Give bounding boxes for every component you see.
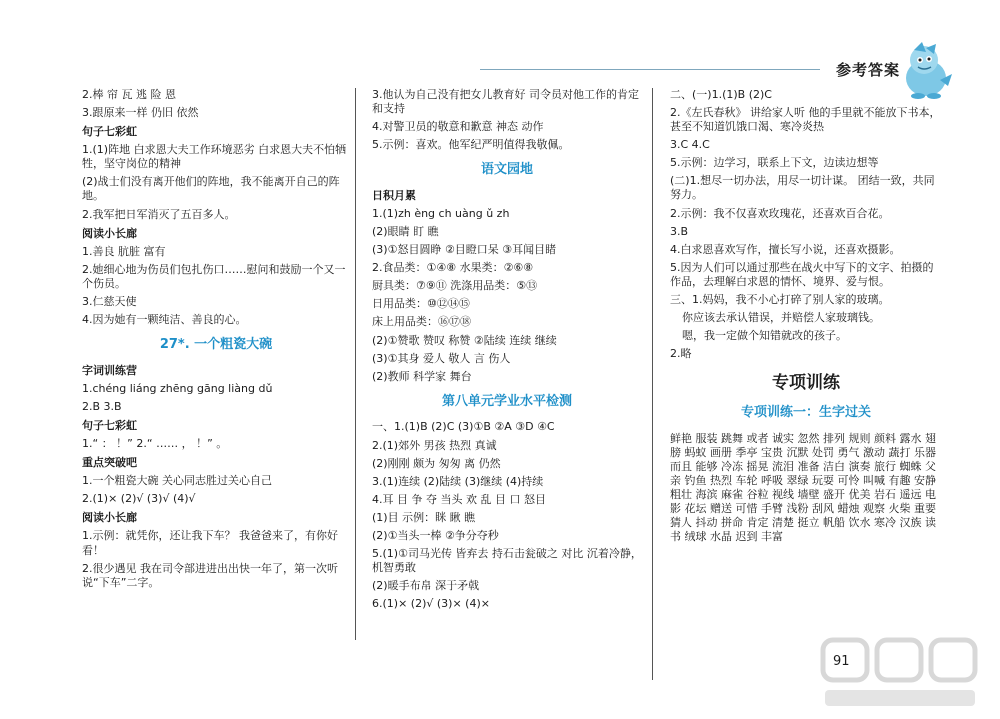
section-heading: 第八单元学业水平检测 bbox=[441, 393, 572, 409]
answer-line: 6.(1)× (2)√ (3)× (4)× bbox=[372, 597, 490, 611]
answer-line: (2)战士们没有离开他们的阵地，我不能离开自己的阵地。 bbox=[82, 175, 340, 203]
answer-line: 3.跟原来一样 仍旧 依然 bbox=[82, 106, 199, 120]
answer-line: 三、1.妈妈，我不小心打碎了别人家的玻璃。 bbox=[670, 292, 890, 306]
section-heading: 专项训练 bbox=[772, 373, 840, 394]
answer-column-1 bbox=[82, 88, 350, 594]
answer-line: 1.善良 肮脏 富有 bbox=[82, 244, 166, 258]
answer-line: 床上用品类：⑯⑰⑱ bbox=[372, 315, 471, 329]
answer-line: (2)暖手布帛 深于矛戟 bbox=[372, 579, 480, 593]
answer-line: 1.“ ： ！” 2.“ …… ， ！” 。 bbox=[82, 437, 228, 451]
subsection-heading: 阅读小长廊 bbox=[82, 226, 137, 240]
answer-line: 4.耳 目 争 夺 当头 欢 乱 目 口 怒目 bbox=[372, 492, 546, 506]
answer-line: 5.示例：喜欢。他军纪严明值得我敬佩。 bbox=[372, 138, 570, 152]
answer-line: (2)①当头一棒 ②争分夺秒 bbox=[372, 528, 499, 542]
answer-line: 1.(1)zh èng ch uàng ǔ zh bbox=[372, 207, 510, 221]
header-rule bbox=[480, 69, 820, 70]
section-heading: 语文园地 bbox=[480, 162, 533, 178]
page-number: 91 bbox=[833, 654, 850, 669]
answer-line: 2.《左氏春秋》 讲给家人听 他的手里就不能放下书本，甚至不知道饥饿口渴、寒冷炎热 bbox=[670, 106, 941, 134]
answer-line: (2)刚刚 颇为 匆匆 离 仍然 bbox=[372, 456, 501, 470]
answer-line: 2.棒 帘 瓦 逃 险 恩 bbox=[82, 88, 176, 101]
answer-line: 3.他认为自己没有把女儿教育好 司令员对他工作的肯定和支持 bbox=[372, 88, 639, 116]
answer-line: 3.仁慈天使 bbox=[82, 294, 137, 308]
answer-line: 2.(1)郊外 男孩 热烈 真诚 bbox=[372, 438, 497, 452]
subsection-heading: 重点突破吧 bbox=[82, 456, 137, 470]
answer-line: 2.示例：我不仅喜欢玫瑰花，还喜欢百合花。 bbox=[670, 206, 890, 220]
answer-line: 2.很少遇见 我在司令部进进出出快一年了，第一次听说“下车”二字。 bbox=[82, 561, 338, 589]
answer-line: (二)1.想尽一切办法，用尽一切计谋。 团结一致，共同努力。 bbox=[670, 174, 935, 202]
answer-line: (3)①其身 爱人 敬人 言 伤人 bbox=[372, 351, 511, 365]
subsection-heading: 阅读小长廊 bbox=[82, 511, 137, 525]
answer-line: 2.B 3.B bbox=[82, 399, 122, 413]
answer-line: 一、1.(1)B (2)C (3)①B ②A ③D ④C bbox=[372, 420, 555, 434]
answer-column-3 bbox=[670, 88, 942, 548]
answer-line: 鲜艳 服装 跳舞 或者 诚实 忽然 排列 规则 颜料 露水 翅膀 蚂蚁 画册 季亭 宝贵 沉默 处罚 勇气 激动 蔬打 乐器 而且 能够 冷冻 摇晃 流泪 准备 洁白 演奏 旅行 蜘蛛 父亲 钓鱼 热烈 车轮 呼吸 翠绿 玩耍 可怜 叫喊 有趣 安静 粗壮 海滨 麻雀 谷粒 视线 墙壁 盛开 优美 岩石 遥远 电影 花坛 赠送 可惜 手臂 浅粉 刮风 蜡烛 观察 火柴 重要 猜人 抖动 拼命 肯定 清楚 挺立 帆船 饮水 寒冷 汉族 读书 绒球 水晶 迟到 丰富 bbox=[670, 431, 936, 544]
answer-line: 你应该去承认错误，并赔偿人家玻璃钱。 bbox=[682, 311, 880, 325]
answer-line: 3.(1)连续 (2)陆续 (3)继续 (4)持续 bbox=[372, 474, 544, 488]
answer-line: 5.(1)①司马光传 皆弃去 持石击瓮破之 对比 沉着冷静，机智勇敢 bbox=[372, 546, 642, 575]
subsection-heading: 日积月累 bbox=[372, 188, 416, 202]
answer-line: 3.B bbox=[670, 224, 689, 238]
answer-line: 2.她细心地为伤员们包扎伤口……慰问和鼓励一个又一个伤员。 bbox=[82, 262, 346, 290]
column-divider bbox=[355, 88, 356, 640]
answer-line: (2)①赞歌 赞叹 称赞 ②陆续 连续 继续 bbox=[372, 333, 557, 347]
answer-line: 4.因为她有一颗纯洁、善良的心。 bbox=[82, 313, 247, 327]
answer-line: 1.chéng liáng zhēng gāng liàng dǔ bbox=[82, 381, 273, 395]
answer-line: (2)教师 科学家 舞台 bbox=[372, 369, 472, 383]
answer-line: (3)①怒目圆睁 ②目瞪口呆 ③耳闻目睹 bbox=[372, 243, 557, 257]
answer-line: 2.(1)× (2)√ (3)√ (4)√ bbox=[82, 492, 196, 506]
column-divider bbox=[652, 88, 653, 680]
subsection-heading: 字词训练营 bbox=[82, 363, 137, 377]
answer-line: 2.略 bbox=[670, 347, 692, 361]
answer-line: 3.C 4.C bbox=[670, 138, 710, 152]
answer-line: 2.我军把日军消灭了五百多人。 bbox=[82, 207, 236, 221]
subsection-heading: 句子七彩虹 bbox=[82, 418, 137, 432]
answer-line: (1)目 示例：眯 瞅 瞧 bbox=[372, 510, 476, 524]
answer-line: 1.一个粗瓷大碗 关心同志胜过关心自己 bbox=[82, 474, 272, 488]
header-title: 参考答案 bbox=[836, 61, 901, 79]
answer-line: 嗯，我一定做个知错就改的孩子。 bbox=[682, 329, 847, 343]
watermark-logo bbox=[815, 632, 985, 712]
answer-line: 5.示例：边学习，联系上下文，边读边想等 bbox=[670, 156, 879, 170]
answer-line: 4.白求恩喜欢写作，擅长写小说，还喜欢摄影。 bbox=[670, 242, 901, 256]
answer-column-2 bbox=[372, 88, 642, 615]
answer-line: 2.食品类：①④⑧ 水果类：②⑥⑧ bbox=[372, 261, 534, 275]
section-heading: 27*. 一个粗瓷大碗 bbox=[159, 337, 273, 353]
answer-line: 二、(一)1.(1)B (2)C bbox=[670, 88, 772, 101]
section-heading: 专项训练一：生字过关 bbox=[740, 405, 871, 420]
answer-line: (2)眼睛 盯 瞧 bbox=[372, 225, 439, 239]
answer-line: 1.示例：就凭你，还让我下车？ 我爸爸来了，有你好看！ bbox=[82, 529, 338, 557]
subsection-heading: 句子七彩虹 bbox=[82, 125, 137, 139]
answer-line: 4.对警卫员的敬意和歉意 神态 动作 bbox=[372, 120, 544, 134]
answer-line: 日用品类：⑩⑫⑭⑮ bbox=[372, 297, 470, 311]
answer-line: 1.(1)阵地 白求恩大夫工作环境恶劣 白求恩大夫不怕牺牲，坚守岗位的精神 bbox=[82, 143, 347, 171]
answer-line: 5.因为人们可以通过那些在战火中写下的文字、拍摄的作品，去理解白求恩的情怀、境界、爱与恨。 bbox=[670, 260, 934, 288]
answer-line: 厨具类：⑦⑨⑪ 洗涤用品类：⑤⑬ bbox=[372, 279, 538, 293]
